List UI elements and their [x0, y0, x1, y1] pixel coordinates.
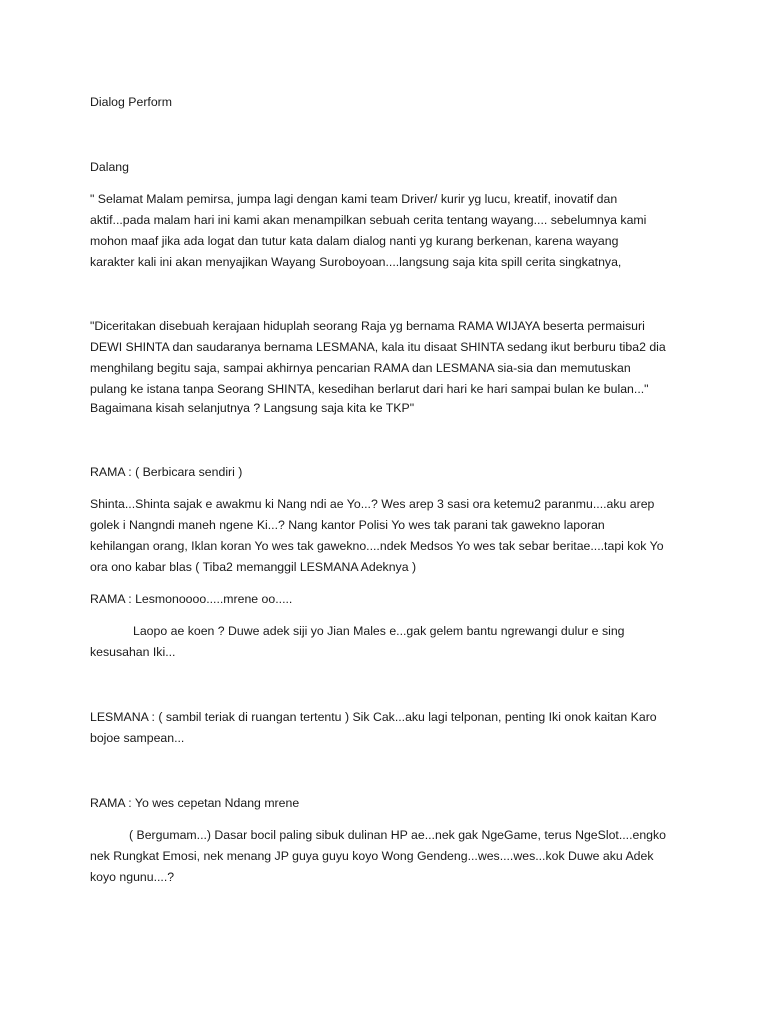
speaker-rama-heading: RAMA : ( Berbicara sendiri )	[90, 465, 243, 479]
text-line: nek Rungkat Emosi, nek menang JP guya guyu koyo Wong Gendeng...wes....wes...kok Duwe aku Adek	[90, 849, 654, 863]
text-line: golek i Nangndi maneh ngene Ki...? Nang kantor Polisi Yo wes tak parani tak gawekno laporan	[90, 518, 605, 532]
text-line: Shinta...Shinta sajak e awakmu ki Nang ndi ae Yo...? Wes arep 3 sasi ora ketemu2 paranmu....aku arep	[90, 497, 655, 511]
text-line: menghilang begitu saja, sampai akhirnya pencarian RAMA dan LESMANA sia-sia dan memutuskan	[90, 361, 631, 375]
text-line: koyo ngunu....?	[90, 870, 175, 884]
text-line: ora ono kabar blas ( Tiba2 memanggil LESMANA Adeknya )	[90, 560, 417, 574]
document-title: Dialog Perform	[90, 95, 173, 109]
speaker-dalang: Dalang	[90, 160, 129, 174]
text-line: Bagaimana kisah selanjutnya ? Langsung saja kita ke TKP"	[90, 401, 415, 415]
text-line: DEWI SHINTA dan saudaranya bernama LESMANA, kala itu disaat SHINTA sedang ikut berburu tiba2 dia	[90, 340, 666, 354]
text-line: bojoe sampean...	[90, 731, 185, 745]
text-line: kehilangan orang, Iklan koran Yo wes tak gawekno....ndek Medsos Yo wes tak sebar beritae....tapi kok Yo	[90, 539, 664, 553]
text-line: LESMANA : ( sambil teriak di ruangan tertentu ) Sik Cak...aku lagi telponan, penting Iki onok kaitan Karo	[90, 710, 657, 724]
text-line: "Diceritakan disebuah kerajaan hiduplah seorang Raja yg bernama RAMA WIJAYA beserta permaisuri	[90, 319, 645, 333]
speaker-rama-call: RAMA : Lesmonoooo.....mrene oo.....	[90, 592, 293, 606]
text-line: ( Bergumam...) Dasar bocil paling sibuk dulinan HP ae...nek gak NgeGame, terus NgeSlot....engko	[129, 828, 667, 842]
text-line: pulang ke istana tanpa Seorang SHINTA, kesedihan berlarut dari hari ke hari sampai bulan ke bulan..."	[90, 382, 649, 396]
text-line: Laopo ae koen ? Duwe adek siji yo Jian Males e...gak gelem bantu ngrewangi dulur e sing	[133, 624, 625, 638]
text-line: kesusahan Iki...	[90, 645, 176, 659]
text-line: karakter kali ini akan menyajikan Wayang Suroboyoan....langsung saja kita spill cerita singkatnya,	[90, 255, 622, 269]
text-line: mohon maaf jika ada logat dan tutur kata dalam dialog nanti yg kurang berkenan, karena wayang	[90, 234, 619, 248]
text-line: aktif...pada malam hari ini kami akan menampilkan sebuah cerita tentang wayang.... sebelumnya kami	[90, 213, 647, 227]
speaker-rama-reply: RAMA : Yo wes cepetan Ndang mrene	[90, 796, 300, 810]
text-line: " Selamat Malam pemirsa, jumpa lagi dengan kami team Driver/ kurir yg lucu, kreatif, inovatif dan	[90, 192, 618, 206]
